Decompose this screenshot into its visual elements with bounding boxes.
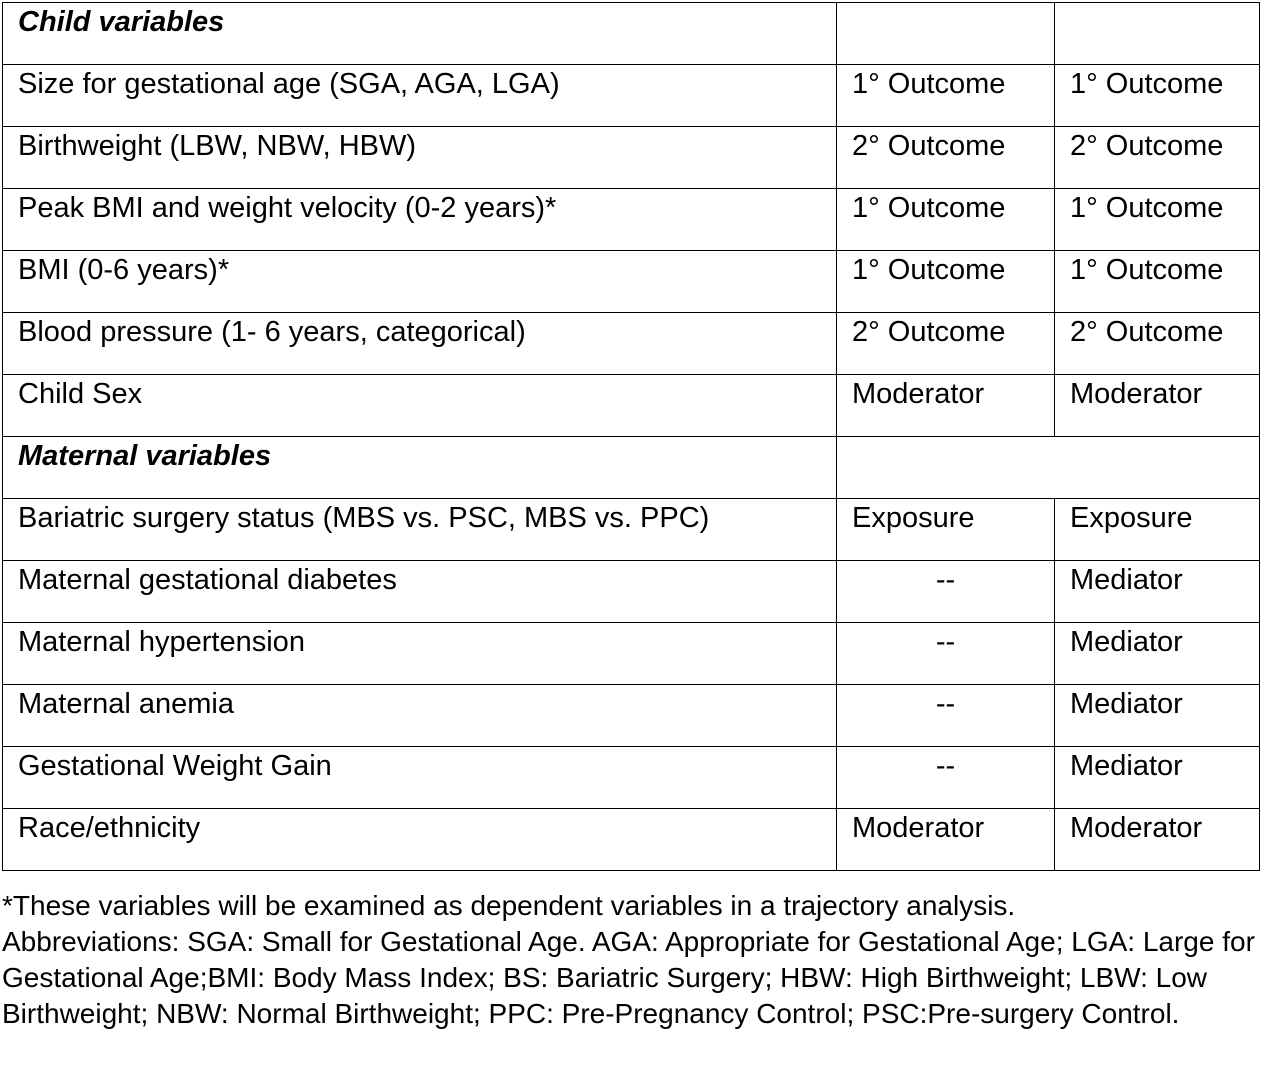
role-cell-col2-text bbox=[1055, 3, 1259, 5]
variable-cell bbox=[3, 65, 837, 127]
variable-cell-text: Blood pressure (1- 6 years, categorical) bbox=[18, 316, 526, 348]
role-cell-col2-text: 1° Outcome bbox=[1070, 192, 1224, 224]
variable-cell-text: Bariatric surgery status (MBS vs. PSC, MBS vs. PPC) bbox=[18, 502, 710, 534]
role-cell-col2 bbox=[1055, 189, 1260, 251]
role-cell-col2-text: Mediator bbox=[1070, 626, 1183, 658]
role-cell-col2-text: Mediator bbox=[1070, 688, 1183, 720]
role-cell-col1 bbox=[837, 375, 1055, 437]
variable-cell bbox=[3, 251, 837, 313]
role-cell-col1-text: 2° Outcome bbox=[852, 316, 1006, 348]
table-row bbox=[3, 313, 1260, 375]
variable-cell-text: Maternal gestational diabetes bbox=[18, 564, 397, 596]
role-cell-col1-text: -- bbox=[935, 564, 956, 596]
role-cell-col1 bbox=[837, 127, 1055, 189]
variable-cell-text: Maternal anemia bbox=[18, 688, 234, 720]
variable-cell bbox=[3, 127, 837, 189]
table-row bbox=[3, 251, 1260, 313]
role-cell-col2 bbox=[1055, 251, 1260, 313]
role-cell-col1 bbox=[837, 747, 1055, 809]
variable-cell-text: Peak BMI and weight velocity (0-2 years)* bbox=[18, 192, 557, 224]
role-cell-col2-text: 1° Outcome bbox=[1070, 254, 1224, 286]
role-cell-col2 bbox=[1055, 375, 1260, 437]
variable-cell bbox=[3, 685, 837, 747]
role-cell-col1 bbox=[837, 499, 1055, 561]
variable-cell bbox=[3, 747, 837, 809]
merged-empty-cell-text bbox=[837, 437, 1259, 439]
abbreviations-footnote: Abbreviations: SGA: Small for Gestational Age. AGA: Appropriate for Gestational Age; LGA: Large for Gestational Age;BMI: Body Mass Index; BS: Bariatric Surgery; HBW: High Birthweight; LBW: Low Birthweight; NBW: Normal Birthweight; PPC: Pre-Pregnancy Control; PSC:Pre-surgery Control. bbox=[2, 926, 1255, 1029]
role-cell-col1 bbox=[837, 189, 1055, 251]
role-cell-col1 bbox=[837, 251, 1055, 313]
role-cell-col2-text: Mediator bbox=[1070, 564, 1183, 596]
role-cell-col2 bbox=[1055, 127, 1260, 189]
role-cell-col1-text: -- bbox=[935, 688, 956, 720]
role-cell-col2-text: Exposure bbox=[1070, 502, 1193, 534]
role-cell-col2 bbox=[1055, 499, 1260, 561]
role-cell-col2-text: 2° Outcome bbox=[1070, 316, 1224, 348]
table-row bbox=[3, 809, 1260, 871]
variable-cell-text: Birthweight (LBW, NBW, HBW) bbox=[18, 130, 417, 162]
variable-cell-text: Race/ethnicity bbox=[18, 812, 201, 844]
role-cell-col1 bbox=[837, 809, 1055, 871]
role-cell-col1-text: -- bbox=[935, 750, 956, 782]
variable-cell bbox=[3, 189, 837, 251]
role-cell-col1-text: Moderator bbox=[852, 378, 985, 410]
table-row bbox=[3, 747, 1260, 809]
role-cell-col2-text: Mediator bbox=[1070, 750, 1183, 782]
variables-table bbox=[2, 2, 1260, 871]
role-cell-col1-text: 1° Outcome bbox=[852, 68, 1006, 100]
role-cell-col1 bbox=[837, 623, 1055, 685]
role-cell-col1-text: 1° Outcome bbox=[852, 192, 1006, 224]
role-cell-col2-text: 1° Outcome bbox=[1070, 68, 1224, 100]
table-row bbox=[3, 189, 1260, 251]
role-cell-col1 bbox=[837, 65, 1055, 127]
role-cell-col2 bbox=[1055, 3, 1260, 65]
variable-cell bbox=[3, 313, 837, 375]
role-cell-col1 bbox=[837, 561, 1055, 623]
section-heading-cell bbox=[3, 3, 837, 65]
section-heading-cell bbox=[3, 437, 837, 499]
section-heading-cell-text: Maternal variables bbox=[18, 440, 272, 472]
role-cell-col2 bbox=[1055, 809, 1260, 871]
variable-cell bbox=[3, 561, 837, 623]
role-cell-col2 bbox=[1055, 623, 1260, 685]
table-section-row bbox=[3, 3, 1260, 65]
table-section-row bbox=[3, 437, 1260, 499]
role-cell-col1-text: 2° Outcome bbox=[852, 130, 1006, 162]
role-cell-col1-text: 1° Outcome bbox=[852, 254, 1006, 286]
role-cell-col2-text: Moderator bbox=[1070, 378, 1203, 410]
asterisk-footnote: *These variables will be examined as dependent variables in a trajectory analysis. bbox=[2, 890, 1016, 921]
role-cell-col1 bbox=[837, 313, 1055, 375]
role-cell-col2 bbox=[1055, 65, 1260, 127]
variable-cell bbox=[3, 623, 837, 685]
variable-cell bbox=[3, 499, 837, 561]
variable-cell-text: Size for gestational age (SGA, AGA, LGA) bbox=[18, 68, 560, 100]
table-footnotes bbox=[2, 888, 1278, 1032]
merged-empty-cell bbox=[837, 437, 1260, 499]
role-cell-col1 bbox=[837, 3, 1055, 65]
table-row bbox=[3, 561, 1260, 623]
variable-cell bbox=[3, 809, 837, 871]
role-cell-col2 bbox=[1055, 747, 1260, 809]
table-row bbox=[3, 623, 1260, 685]
variables-table-body bbox=[3, 3, 1260, 871]
role-cell-col1-text: Moderator bbox=[852, 812, 985, 844]
role-cell-col2 bbox=[1055, 685, 1260, 747]
role-cell-col2-text: 2° Outcome bbox=[1070, 130, 1224, 162]
section-heading-cell-text: Child variables bbox=[18, 6, 225, 38]
table-row bbox=[3, 375, 1260, 437]
role-cell-col2-text: Moderator bbox=[1070, 812, 1203, 844]
table-row bbox=[3, 685, 1260, 747]
table-row bbox=[3, 499, 1260, 561]
variable-cell-text: Maternal hypertension bbox=[18, 626, 305, 658]
variable-cell-text: BMI (0-6 years)* bbox=[18, 254, 230, 286]
table-row bbox=[3, 127, 1260, 189]
variable-cell-text: Gestational Weight Gain bbox=[18, 750, 332, 782]
variable-cell bbox=[3, 375, 837, 437]
role-cell-col1-text bbox=[837, 3, 1054, 5]
role-cell-col1-text: -- bbox=[935, 626, 956, 658]
role-cell-col1-text: Exposure bbox=[852, 502, 975, 534]
variable-cell-text: Child Sex bbox=[18, 378, 143, 410]
role-cell-col1 bbox=[837, 685, 1055, 747]
role-cell-col2 bbox=[1055, 561, 1260, 623]
role-cell-col2 bbox=[1055, 313, 1260, 375]
table-row bbox=[3, 65, 1260, 127]
